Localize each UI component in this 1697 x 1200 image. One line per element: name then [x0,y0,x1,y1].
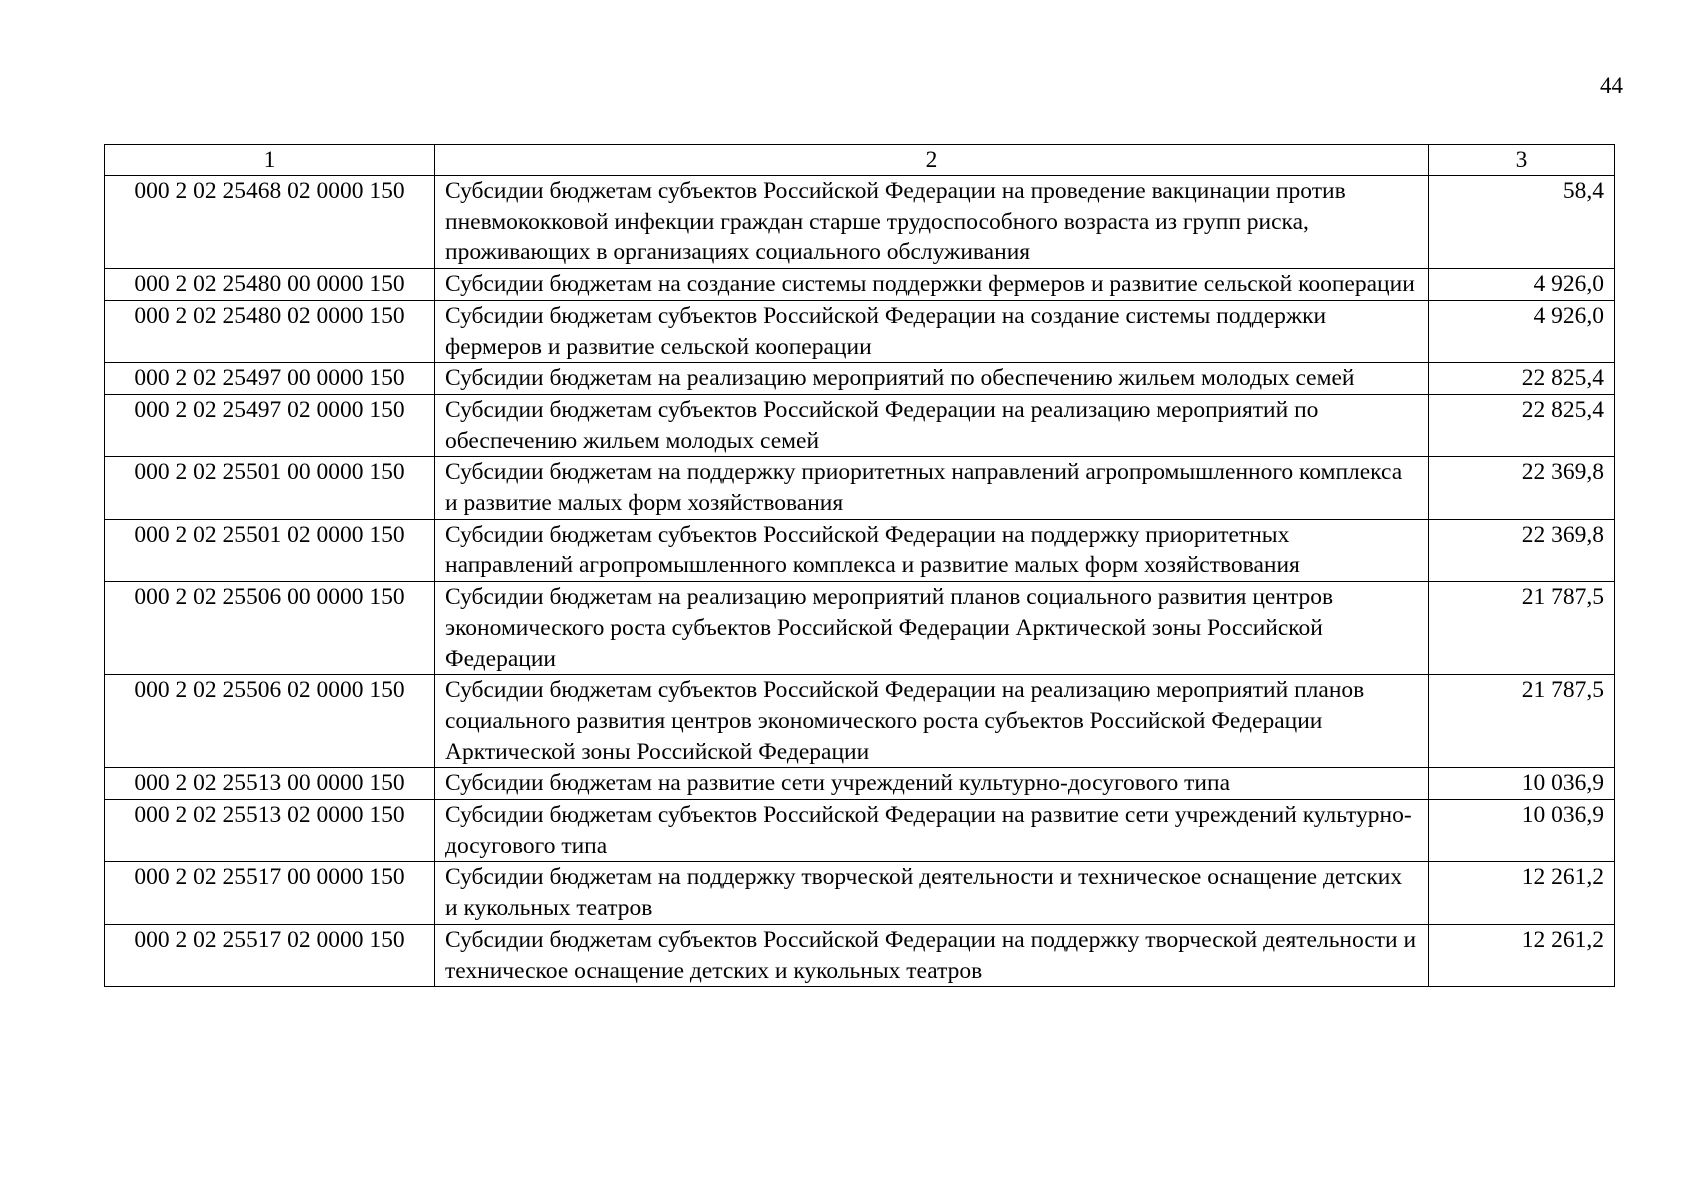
amount-cell: 10 036,9 [1429,768,1615,800]
budget-revenue-table [104,144,1615,987]
table-row [105,519,1615,581]
budget-code-cell: 000 2 02 25513 00 0000 150 [105,768,435,800]
description-cell: Субсидии бюджетам субъектов Российской Федерации на поддержку творческой деятельности и техническое оснащение детских и кукольных театров [435,924,1429,986]
table-row [105,582,1615,675]
amount-cell: 22 369,8 [1429,457,1615,519]
budget-code-cell: 000 2 02 25517 02 0000 150 [105,924,435,986]
budget-code-cell: 000 2 02 25497 02 0000 150 [105,394,435,456]
page-number: 44 [1600,73,1623,98]
description-cell: Субсидии бюджетам субъектов Российской Федерации на создание системы поддержки фермеров и развитие сельской кооперации [435,300,1429,362]
table-row [105,176,1615,269]
amount-cell: 4 926,0 [1429,300,1615,362]
table-row [105,457,1615,519]
amount-cell: 12 261,2 [1429,924,1615,986]
table-row [105,269,1615,301]
budget-code-cell: 000 2 02 25506 02 0000 150 [105,675,435,768]
description-cell: Субсидии бюджетам субъектов Российской Федерации на реализацию мероприятий по обеспечению жильем молодых семей [435,394,1429,456]
table-row [105,862,1615,924]
description-cell: Субсидии бюджетам субъектов Российской Федерации на поддержку приоритетных направлений агропромышленного комплекса и развитие малых форм хозяйствования [435,519,1429,581]
header-row [105,145,1615,176]
amount-cell: 58,4 [1429,176,1615,269]
budget-code-cell: 000 2 02 25480 02 0000 150 [105,300,435,362]
amount-cell: 10 036,9 [1429,800,1615,862]
description-cell: Субсидии бюджетам на создание системы поддержки фермеров и развитие сельской кооперации [435,269,1429,301]
amount-cell: 4 926,0 [1429,269,1615,301]
description-cell: Субсидии бюджетам субъектов Российской Федерации на проведение вакцинации против пневмококковой инфекции граждан старше трудоспособного возраста из групп риска, проживающих в организациях социального обслуживания [435,176,1429,269]
budget-code-cell: 000 2 02 25497 00 0000 150 [105,363,435,395]
table-row [105,363,1615,395]
budget-code-cell: 000 2 02 25501 00 0000 150 [105,457,435,519]
description-cell: Субсидии бюджетам на поддержку приоритетных направлений агропромышленного комплекса и развитие малых форм хозяйствования [435,457,1429,519]
description-cell: Субсидии бюджетам на реализацию мероприятий по обеспечению жильем молодых семей [435,363,1429,395]
table-row [105,768,1615,800]
description-cell: Субсидии бюджетам на развитие сети учреждений культурно-досугового типа [435,768,1429,800]
budget-code-cell: 000 2 02 25480 00 0000 150 [105,269,435,301]
column-header-code: 1 [105,145,435,176]
table-row [105,924,1615,986]
budget-code-cell: 000 2 02 25501 02 0000 150 [105,519,435,581]
table-row [105,394,1615,456]
table-row [105,300,1615,362]
description-cell: Субсидии бюджетам на поддержку творческой деятельности и техническое оснащение детских и кукольных театров [435,862,1429,924]
amount-cell: 12 261,2 [1429,862,1615,924]
amount-cell: 22 825,4 [1429,363,1615,395]
column-header-amount: 3 [1429,145,1615,176]
column-header-description: 2 [435,145,1429,176]
amount-cell: 22 369,8 [1429,519,1615,581]
table-row [105,675,1615,768]
description-cell: Субсидии бюджетам субъектов Российской Федерации на развитие сети учреждений культурно-досугового типа [435,800,1429,862]
amount-cell: 22 825,4 [1429,394,1615,456]
amount-cell: 21 787,5 [1429,582,1615,675]
budget-code-cell: 000 2 02 25506 00 0000 150 [105,582,435,675]
budget-code-cell: 000 2 02 25517 00 0000 150 [105,862,435,924]
description-cell: Субсидии бюджетам на реализацию мероприятий планов социального развития центров экономического роста субъектов Российской Федерации Арктической зоны Российской Федерации [435,582,1429,675]
budget-code-cell: 000 2 02 25513 02 0000 150 [105,800,435,862]
budget-code-cell: 000 2 02 25468 02 0000 150 [105,176,435,269]
amount-cell: 21 787,5 [1429,675,1615,768]
description-cell: Субсидии бюджетам субъектов Российской Федерации на реализацию мероприятий планов социального развития центров экономического роста субъектов Российской Федерации Арктической зоны Российской Федерации [435,675,1429,768]
table-row [105,800,1615,862]
